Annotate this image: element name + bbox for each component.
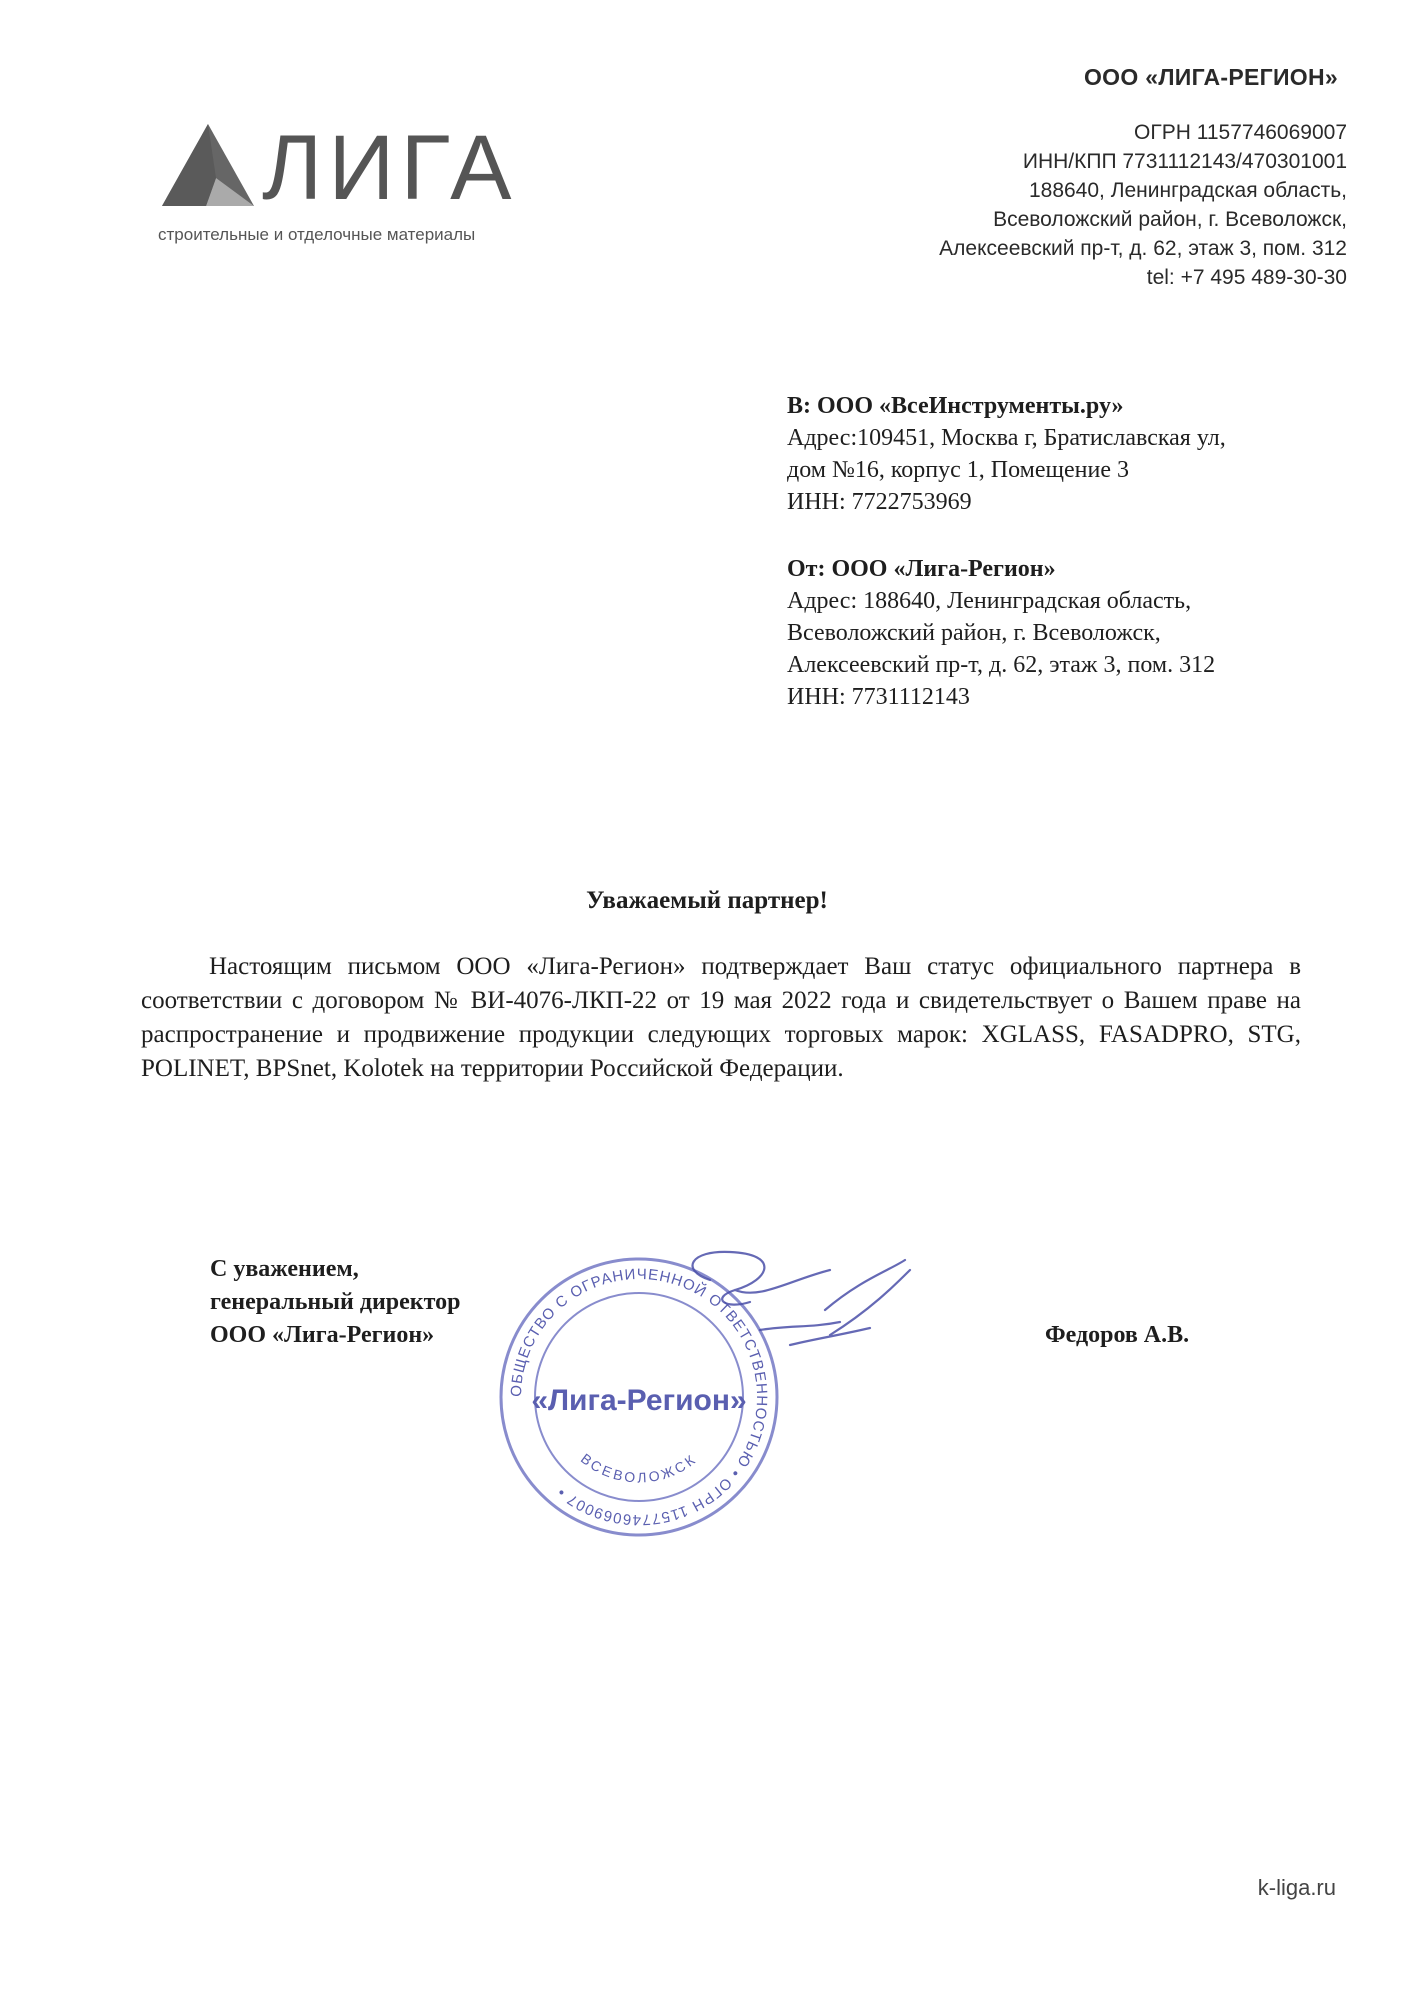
logo-triangle-icon [158, 120, 258, 210]
logo-wordmark: ЛИГА [262, 117, 518, 219]
sender-line: ИНН: 7731112143 [787, 684, 970, 710]
recipient-block [787, 390, 1347, 518]
recipient-line: ИНН: 7722753969 [787, 489, 972, 515]
signatory-name: Федоров А.В. [1045, 1322, 1190, 1348]
sender-block [787, 553, 1347, 713]
closing-line: С уважением, [210, 1256, 359, 1282]
letter-body: Настоящим письмом ООО «Лига-Регион» подтверждает Ваш статус официального партнера в соответствии с договором № ВИ-4076-ЛКП-22 от 19 мая 2022 года и свидетельствует о Вашем праве на распространение и продвижение продукции следующих торговых марок: XGLASS, FASADPRO, STG, POLINET, BPSnet, Kolotek на территории Российской Федерации. [141, 953, 1301, 1082]
requisite-address-line: Всеволожский район, г. Всеволожск, [993, 208, 1347, 231]
requisite-address-line: 188640, Ленинградская область, [1028, 179, 1347, 202]
company-requisites [747, 118, 1347, 292]
closing-company: ООО «Лига-Регион» [210, 1322, 435, 1348]
logo-tagline: строительные и отделочные материалы [158, 225, 476, 244]
closing-position: генеральный директор [210, 1289, 461, 1315]
recipient-line: дом №16, корпус 1, Помещение 3 [787, 457, 1129, 483]
salutation: Уважаемый партнер! [586, 887, 828, 914]
handwritten-signature [640, 1240, 920, 1390]
website-link[interactable]: k-liga.ru [1257, 1875, 1336, 1900]
recipient-title: В: ООО «ВсеИнструменты.ру» [787, 393, 1124, 419]
requisite-ogrn: ОГРН 1157746069007 [1134, 121, 1347, 144]
requisite-address-line: Алексеевский пр-т, д. 62, этаж 3, пом. 312 [939, 237, 1347, 260]
company-name-header: ООО «ЛИГА-РЕГИОН» [1083, 64, 1338, 90]
sender-title: От: ООО «Лига-Регион» [787, 556, 1056, 582]
recipient-line: Адрес:109451, Москва г, Братиславская ул, [787, 425, 1226, 451]
stamp-city-text: ВСЕВОЛОЖСК [577, 1450, 701, 1486]
signature-closing [210, 1253, 460, 1352]
stamp-ring-text: ОБЩЕСТВО С ОГРАНИЧЕННОЙ ОТВЕТСТВЕННОСТЬЮ • ОГРН 1157746069007 • [507, 1265, 771, 1529]
stamp-center-text: «Лига-Регион» [531, 1384, 747, 1417]
requisite-inn-kpp: ИНН/КПП 7731112143/470301001 [1022, 150, 1347, 173]
requisite-phone: tel: +7 495 489-30-30 [1146, 266, 1347, 289]
sender-line: Адрес: 188640, Ленинградская область, [787, 588, 1192, 614]
sender-line: Всеволожский район, г. Всеволожск, [787, 620, 1161, 646]
sender-line: Алексеевский пр-т, д. 62, этаж 3, пом. 312 [787, 652, 1216, 678]
